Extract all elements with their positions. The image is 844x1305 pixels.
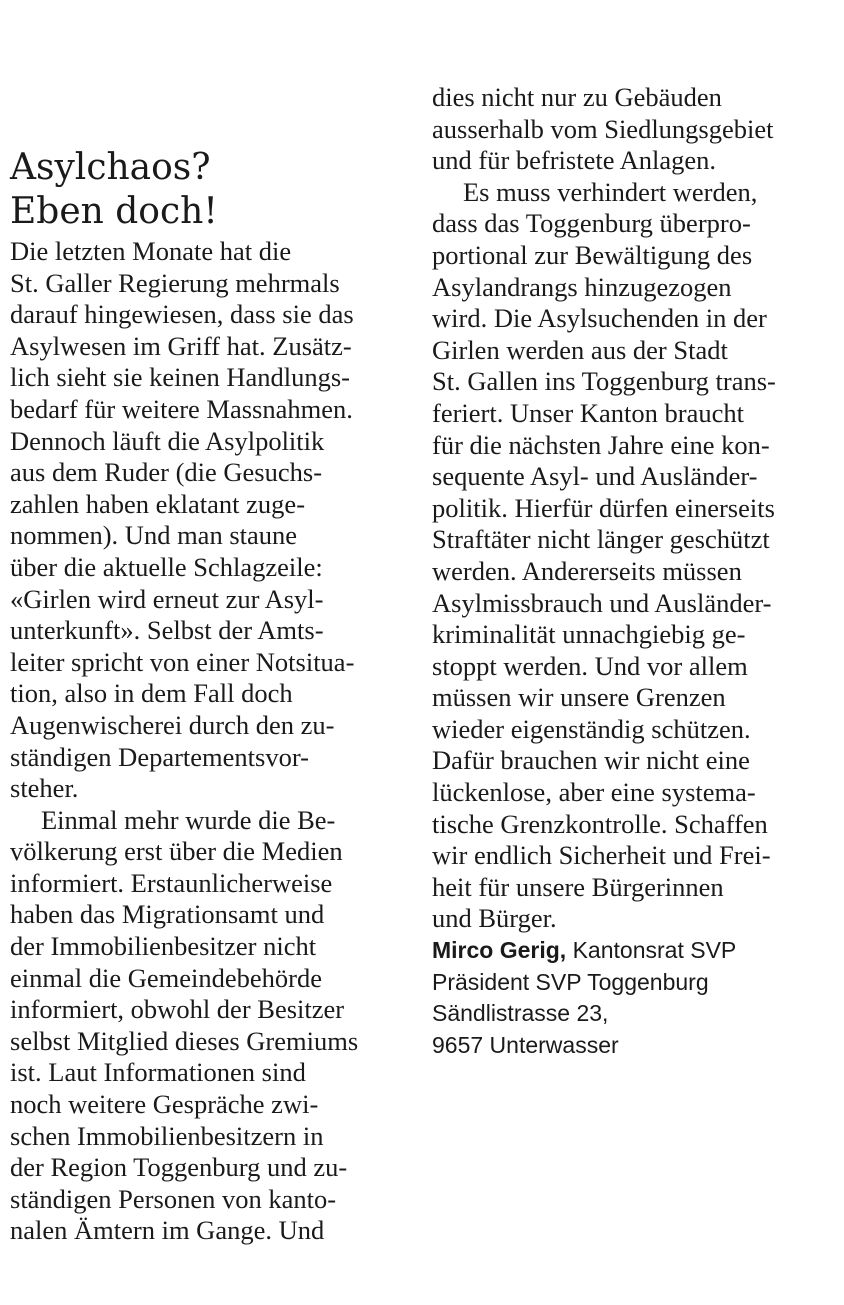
signature-name-line [432, 935, 832, 967]
text-line: darauf hingewiesen, dass sie das [10, 299, 354, 330]
text-line: wir endlich Sicherheit und Frei- [432, 840, 771, 871]
text-line: haben das Migrationsamt und [10, 899, 325, 930]
text-line: unterkunft». Selbst der Amts- [10, 615, 324, 646]
author-city: 9657 Unterwasser [432, 1031, 619, 1058]
text-line: dies nicht nur zu Gebäuden [432, 82, 722, 112]
text-line: der Region Toggenburg und zu- [10, 1152, 348, 1183]
text-line: Augenwischerei durch den zu- [10, 709, 335, 740]
text-line: der Immobilienbesitzer nicht [10, 931, 317, 962]
text-line: für die nächsten Jahre eine kon- [432, 429, 770, 460]
headline-line-2: Eben doch! [10, 191, 218, 232]
text-line: St. Galler Regierung mehrmals [10, 267, 340, 298]
text-line: dass das Toggenburg überpro- [432, 208, 751, 239]
text-line: kriminalität unnachgiebig ge- [432, 619, 746, 650]
text-line: schen Immobilienbesitzern in [10, 1120, 324, 1151]
text-line: Girlen werden aus der Stadt [432, 334, 728, 365]
text-line: feriert. Unser Kanton braucht [432, 397, 744, 428]
text-line: werden. Andererseits müssen [432, 555, 742, 586]
text-line: St. Gallen ins Toggenburg trans- [432, 366, 776, 397]
paragraph-start-line: Einmal mehr wurde die Be- [41, 804, 336, 835]
text-line: Dafür brauchen wir nicht eine [432, 745, 750, 776]
text-line: leiter spricht von einer Notsitua- [10, 646, 355, 677]
text-line: «Girlen wird erneut zur Asyl- [10, 583, 324, 614]
paragraph-start-line: Es muss verhindert werden, [463, 176, 758, 207]
text-line: ständigen Departementsvor- [10, 741, 309, 772]
text-line: selbst Mitglied dieses Gremiums [10, 1025, 359, 1056]
text-line: noch weitere Gespräche zwi- [10, 1089, 319, 1120]
author-role: Kantonsrat SVP [572, 937, 737, 964]
author-street: Sändlistrasse 23, [432, 1000, 609, 1027]
text-line: zahlen haben eklatant zuge- [10, 488, 306, 519]
text-line: einmal die Gemeindebehörde [10, 962, 322, 993]
signature-block [432, 935, 832, 1061]
text-line: müssen wir unsere Grenzen [432, 682, 726, 713]
text-line: informiert, obwohl der Besitzer [10, 994, 345, 1025]
text-line: ist. Laut Informationen sind [10, 1057, 306, 1088]
text-line: wird. Die Asylsuchenden in der [432, 303, 767, 334]
text-line: bedarf für weitere Massnahmen. [10, 393, 353, 424]
text-line: lückenlose, aber eine systema- [432, 777, 756, 808]
text-line: Straftäter nicht länger geschützt [432, 524, 770, 555]
text-line: tion, also in dem Fall doch [10, 678, 293, 709]
left-column [10, 236, 410, 1247]
text-line: portional zur Bewältigung des [432, 239, 753, 270]
text-line: über die aktuelle Schlagzeile: [10, 551, 323, 582]
text-line: politik. Hierfür dürfen einerseits [432, 492, 775, 523]
text-line: wieder eigenständig schützen. [432, 713, 751, 744]
text-line: lich sieht sie keinen Handlungs- [10, 362, 351, 393]
right-column [432, 82, 832, 1061]
headline-line-1: Asylchaos? [10, 147, 211, 188]
text-line: und für befristete Anlagen. [432, 145, 717, 176]
text-line: und Bürger. [432, 903, 557, 934]
text-line: Dennoch läuft die Asylpolitik [10, 425, 325, 456]
text-line: nommen). Und man staune [10, 520, 298, 551]
headline [10, 146, 400, 234]
text-line: steher. [10, 773, 79, 804]
text-line: aus dem Ruder (die Gesuchs- [10, 457, 323, 488]
text-line: völkerung erst über die Medien [10, 836, 343, 867]
text-line: nalen Ämtern im Gange. Und [10, 1215, 325, 1246]
text-line: stoppt werden. Und vor allem [432, 650, 748, 681]
text-line: Die letzten Monate hat die [10, 236, 292, 266]
text-line: informiert. Erstaunlicherweise [10, 867, 333, 898]
author-function: Präsident SVP Toggenburg [432, 968, 709, 995]
text-line: Asylmissbrauch und Ausländer- [432, 587, 772, 618]
text-line: Asylandrangs hinzugezogen [432, 271, 732, 302]
text-line: Asylwesen im Griff hat. Zusätz- [10, 330, 352, 361]
text-line: tische Grenzkontrolle. Schaffen [432, 808, 768, 839]
text-line: heit für unsere Bürgerinnen [432, 871, 724, 902]
text-line: sequente Asyl- und Ausländer- [432, 461, 758, 492]
text-line: ausserhalb vom Siedlungsgebiet [432, 113, 774, 144]
author-name: Mirco Gerig, [432, 937, 567, 964]
text-line: ständigen Personen von kanto- [10, 1183, 337, 1214]
